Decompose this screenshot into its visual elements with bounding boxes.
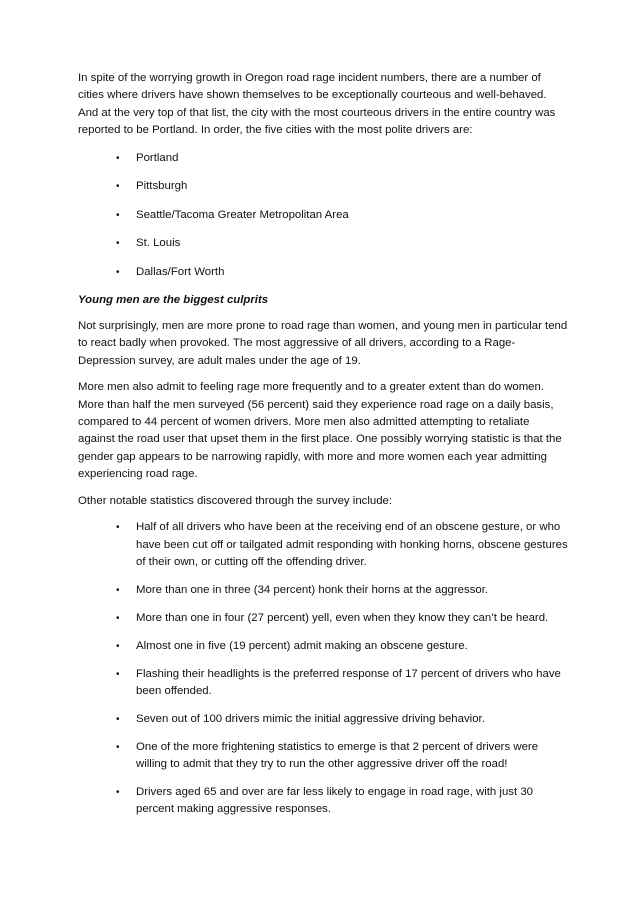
document-body — [78, 70, 568, 829]
statistics-intro-paragraph: Other notable statistics discovered through the survey include: — [78, 494, 393, 507]
list-item — [78, 610, 568, 627]
list-item — [78, 264, 568, 282]
list-item — [78, 739, 568, 774]
list-item — [78, 711, 568, 728]
bullet-icon: • — [116, 741, 120, 753]
bullet-icon: • — [116, 713, 120, 725]
bullet-icon: • — [116, 266, 120, 278]
city-name: St. Louis — [136, 237, 181, 250]
list-item — [78, 638, 568, 655]
list-item — [78, 150, 568, 168]
intro-paragraph: In spite of the worrying growth in Oregon road rage incident numbers, there are a number of cities where drivers have shown themselves to be exceptionally courteous and well-behaved. And at the very top of that list, the city with the most courteous drivers in the entire country was reported to be Portland. In order, the five cities with the most polite drivers are: — [78, 72, 556, 137]
list-item — [78, 582, 568, 599]
list-item — [78, 519, 568, 571]
bullet-icon: • — [116, 238, 120, 250]
statistic-text: Drivers aged 65 and over are far less likely to engage in road rage, with just 30 percent making aggressive responses. — [136, 786, 533, 816]
gender-gap-paragraph: More men also admit to feeling rage more frequently and to a greater extent than do women. More than half the men surveyed (56 percent) said they experience road rage on a daily basis, compared to 44 percent of women drivers. More men also admitted attempting to retaliate against the road user that upset them in the first place. One possibly worrying statistic is that the gender gap appears to be narrowing rapidly, with more and more women each year admitting experiencing road rage. — [78, 381, 562, 481]
young-men-paragraph: Not surprisingly, men are more prone to road rage than women, and young men in particular tend to react badly when provoked. The most aggressive of all drivers, according to a Rage-Depression survey, are adult males under the age of 19. — [78, 320, 568, 367]
section-heading: Young men are the biggest culprits — [78, 293, 269, 306]
bullet-icon: • — [116, 209, 120, 221]
city-name: Pittsburgh — [136, 180, 188, 193]
bullet-icon: • — [116, 584, 120, 596]
bullet-icon: • — [116, 640, 120, 652]
statistic-text: Almost one in five (19 percent) admit making an obscene gesture. — [136, 639, 468, 652]
bullet-icon: • — [116, 612, 120, 624]
statistics-list — [78, 519, 568, 819]
city-name: Portland — [136, 151, 179, 164]
list-item — [78, 178, 568, 196]
city-name: Seattle/Tacoma Greater Metropolitan Area — [136, 208, 349, 221]
list-item — [78, 666, 568, 701]
list-item — [78, 784, 568, 819]
bullet-icon: • — [116, 181, 120, 193]
bullet-icon: • — [116, 152, 120, 164]
list-item — [78, 235, 568, 253]
list-item — [78, 207, 568, 225]
statistic-text: Half of all drivers who have been at the receiving end of an obscene gesture, or who have been cut off or tailgated admit responding with honking horns, obscene gestures of their own, or cutting off the offending driver. — [136, 521, 568, 568]
city-name: Dallas/Fort Worth — [136, 265, 225, 278]
statistic-text: Seven out of 100 drivers mimic the initial aggressive driving behavior. — [136, 712, 485, 725]
statistic-text: One of the more frightening statistics to emerge is that 2 percent of drivers were willing to admit that they try to run the other aggressive driver off the road! — [136, 740, 539, 771]
bullet-icon: • — [116, 522, 120, 534]
statistic-text: More than one in four (27 percent) yell, even when they know they can’t be heard. — [136, 611, 549, 624]
statistic-text: Flashing their headlights is the preferred response of 17 percent of drivers who have been offended. — [136, 667, 561, 697]
bullet-icon: • — [116, 668, 120, 680]
statistic-text: More than one in three (34 percent) honk their horns at the aggressor. — [136, 583, 489, 596]
polite-cities-list — [78, 150, 568, 282]
bullet-icon: • — [116, 787, 120, 799]
